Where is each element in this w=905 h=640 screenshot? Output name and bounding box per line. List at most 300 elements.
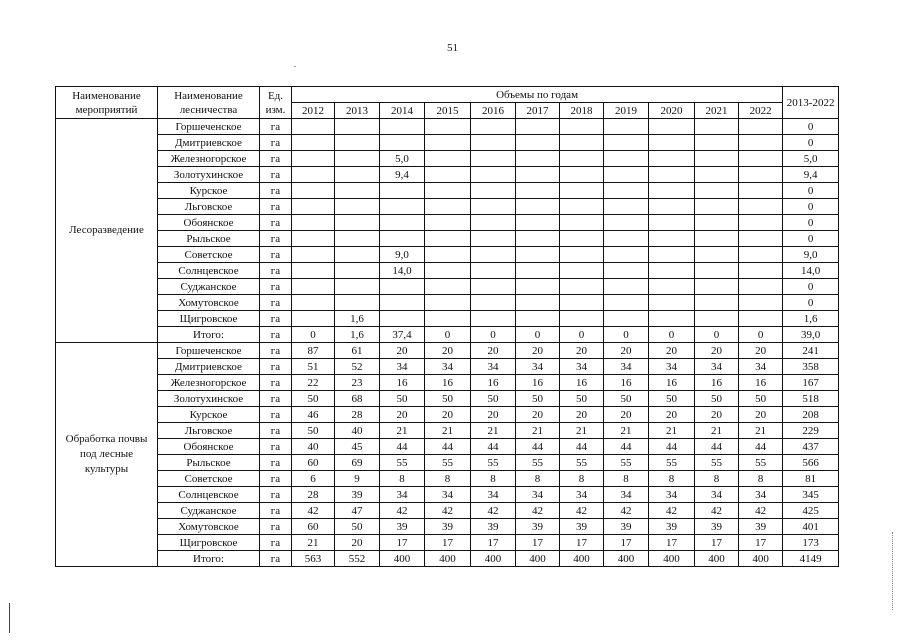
- header-year: 2018: [560, 103, 604, 119]
- year-value-cell: 400: [471, 551, 516, 567]
- forestry-name: Рыльское: [158, 231, 260, 247]
- year-value-cell: 52: [335, 359, 380, 375]
- activity-name: Лесоразведение: [56, 119, 158, 343]
- year-value-cell: [695, 135, 739, 151]
- table-row: [56, 487, 839, 503]
- year-value-cell: [425, 151, 471, 167]
- year-value-cell: 20: [604, 343, 649, 359]
- year-value-cell: 39: [335, 487, 380, 503]
- year-value-cell: 50: [425, 391, 471, 407]
- forestry-name: Советское: [158, 247, 260, 263]
- year-value-cell: 50: [335, 519, 380, 535]
- year-value-cell: 44: [739, 439, 783, 455]
- year-value-cell: [516, 151, 560, 167]
- period-total-cell: 0: [783, 183, 839, 199]
- year-value-cell: [471, 215, 516, 231]
- year-value-cell: 21: [604, 423, 649, 439]
- year-value-cell: 20: [335, 535, 380, 551]
- forestry-name: Суджанское: [158, 279, 260, 295]
- year-value-cell: 20: [649, 407, 695, 423]
- year-value-cell: [560, 215, 604, 231]
- year-value-cell: [560, 199, 604, 215]
- forestry-name: Обоянское: [158, 439, 260, 455]
- table-row: [56, 359, 839, 375]
- year-value-cell: 55: [425, 455, 471, 471]
- year-value-cell: 8: [604, 471, 649, 487]
- year-value-cell: 61: [335, 343, 380, 359]
- table-row: [56, 343, 839, 359]
- year-value-cell: 34: [604, 487, 649, 503]
- year-value-cell: [695, 199, 739, 215]
- year-value-cell: 50: [292, 423, 335, 439]
- period-total-cell: 0: [783, 279, 839, 295]
- year-value-cell: [604, 135, 649, 151]
- year-value-cell: [471, 263, 516, 279]
- year-value-cell: 50: [471, 391, 516, 407]
- period-total-cell: 39,0: [783, 327, 839, 343]
- year-value-cell: [292, 247, 335, 263]
- year-value-cell: [560, 151, 604, 167]
- year-value-cell: [335, 215, 380, 231]
- period-total-cell: 437: [783, 439, 839, 455]
- year-value-cell: [739, 167, 783, 183]
- year-value-cell: [292, 167, 335, 183]
- table-row: [56, 231, 839, 247]
- year-value-cell: [649, 119, 695, 135]
- unit-cell: га: [260, 391, 292, 407]
- year-value-cell: [335, 135, 380, 151]
- year-value-cell: [425, 263, 471, 279]
- period-total-cell: 167: [783, 375, 839, 391]
- year-value-cell: 400: [560, 551, 604, 567]
- year-value-cell: [292, 183, 335, 199]
- year-value-cell: 50: [560, 391, 604, 407]
- period-total-cell: 401: [783, 519, 839, 535]
- year-value-cell: 8: [425, 471, 471, 487]
- year-value-cell: [516, 311, 560, 327]
- year-value-cell: 20: [471, 343, 516, 359]
- year-value-cell: [471, 231, 516, 247]
- year-value-cell: [425, 199, 471, 215]
- year-value-cell: 16: [516, 375, 560, 391]
- year-value-cell: [335, 167, 380, 183]
- header-year: 2017: [516, 103, 560, 119]
- year-value-cell: 0: [560, 327, 604, 343]
- year-value-cell: [471, 279, 516, 295]
- year-value-cell: 34: [560, 487, 604, 503]
- year-value-cell: 34: [471, 487, 516, 503]
- year-value-cell: 39: [695, 519, 739, 535]
- year-value-cell: [380, 135, 425, 151]
- year-value-cell: [380, 279, 425, 295]
- unit-cell: га: [260, 407, 292, 423]
- year-value-cell: 47: [335, 503, 380, 519]
- year-value-cell: 9: [335, 471, 380, 487]
- period-total-cell: 0: [783, 215, 839, 231]
- year-value-cell: [380, 311, 425, 327]
- forestry-name: Горшеченское: [158, 119, 260, 135]
- period-total-cell: 0: [783, 295, 839, 311]
- period-total-cell: 0: [783, 135, 839, 151]
- scan-edge-dots: [892, 532, 894, 610]
- year-value-cell: 16: [425, 375, 471, 391]
- year-value-cell: 1,6: [335, 311, 380, 327]
- unit-cell: га: [260, 119, 292, 135]
- year-value-cell: 16: [471, 375, 516, 391]
- year-value-cell: [335, 231, 380, 247]
- year-value-cell: [471, 199, 516, 215]
- year-value-cell: 55: [604, 455, 649, 471]
- period-total-cell: 0: [783, 199, 839, 215]
- year-value-cell: [425, 183, 471, 199]
- year-value-cell: [560, 295, 604, 311]
- unit-cell: га: [260, 455, 292, 471]
- year-value-cell: 0: [516, 327, 560, 343]
- year-value-cell: 400: [380, 551, 425, 567]
- year-value-cell: [739, 263, 783, 279]
- year-value-cell: [695, 311, 739, 327]
- year-value-cell: 400: [649, 551, 695, 567]
- unit-cell: га: [260, 151, 292, 167]
- year-value-cell: 42: [425, 503, 471, 519]
- header-year: 2019: [604, 103, 649, 119]
- year-value-cell: 34: [604, 359, 649, 375]
- year-value-cell: 34: [380, 359, 425, 375]
- year-value-cell: 69: [335, 455, 380, 471]
- unit-cell: га: [260, 423, 292, 439]
- year-value-cell: [471, 295, 516, 311]
- table-row: [56, 215, 839, 231]
- year-value-cell: [516, 295, 560, 311]
- forestry-name: Солнцевское: [158, 487, 260, 503]
- unit-cell: га: [260, 359, 292, 375]
- year-value-cell: [425, 167, 471, 183]
- forestry-name: Солнцевское: [158, 263, 260, 279]
- year-value-cell: 34: [380, 487, 425, 503]
- year-value-cell: [739, 311, 783, 327]
- header-year: 2016: [471, 103, 516, 119]
- year-value-cell: 20: [695, 407, 739, 423]
- year-value-cell: [604, 263, 649, 279]
- forestry-name: Советское: [158, 471, 260, 487]
- header-year: 2021: [695, 103, 739, 119]
- year-value-cell: [649, 263, 695, 279]
- year-value-cell: 50: [516, 391, 560, 407]
- header-total-period: 2013-2022: [783, 87, 839, 119]
- year-value-cell: [292, 263, 335, 279]
- year-value-cell: 40: [335, 423, 380, 439]
- year-value-cell: [516, 135, 560, 151]
- year-value-cell: [425, 295, 471, 311]
- year-value-cell: 34: [695, 487, 739, 503]
- year-value-cell: 50: [292, 391, 335, 407]
- year-value-cell: [471, 135, 516, 151]
- year-value-cell: [649, 279, 695, 295]
- year-value-cell: [380, 215, 425, 231]
- year-value-cell: 17: [560, 535, 604, 551]
- year-value-cell: 50: [604, 391, 649, 407]
- period-total-cell: 4149: [783, 551, 839, 567]
- year-value-cell: [335, 183, 380, 199]
- header-unit: Ед. изм.: [260, 87, 292, 119]
- period-total-cell: 358: [783, 359, 839, 375]
- forestry-name: Льговское: [158, 423, 260, 439]
- table-row: [56, 519, 839, 535]
- year-value-cell: 39: [649, 519, 695, 535]
- year-value-cell: 42: [380, 503, 425, 519]
- year-value-cell: [292, 135, 335, 151]
- year-value-cell: 20: [695, 343, 739, 359]
- year-value-cell: [335, 151, 380, 167]
- year-value-cell: 0: [425, 327, 471, 343]
- year-value-cell: [425, 311, 471, 327]
- table-row: [56, 119, 839, 135]
- year-value-cell: [649, 295, 695, 311]
- year-value-cell: [739, 199, 783, 215]
- unit-cell: га: [260, 135, 292, 151]
- forestry-name: Дмитриевское: [158, 359, 260, 375]
- forestry-name: Обоянское: [158, 215, 260, 231]
- year-value-cell: 563: [292, 551, 335, 567]
- year-value-cell: [604, 167, 649, 183]
- year-value-cell: 0: [604, 327, 649, 343]
- year-value-cell: 68: [335, 391, 380, 407]
- year-value-cell: 21: [739, 423, 783, 439]
- year-value-cell: [695, 263, 739, 279]
- year-value-cell: [604, 247, 649, 263]
- forestry-name: Курское: [158, 183, 260, 199]
- period-total-cell: 1,6: [783, 311, 839, 327]
- year-value-cell: [739, 119, 783, 135]
- header-forestry: Наименование лесничества: [158, 87, 260, 119]
- header-year: 2022: [739, 103, 783, 119]
- year-value-cell: [739, 135, 783, 151]
- year-value-cell: 400: [739, 551, 783, 567]
- year-value-cell: [335, 295, 380, 311]
- year-value-cell: [560, 135, 604, 151]
- period-total-cell: 9,4: [783, 167, 839, 183]
- year-value-cell: 39: [739, 519, 783, 535]
- year-value-cell: [604, 151, 649, 167]
- year-value-cell: 21: [516, 423, 560, 439]
- year-value-cell: 34: [649, 487, 695, 503]
- period-total-cell: 5,0: [783, 151, 839, 167]
- unit-cell: га: [260, 295, 292, 311]
- period-total-cell: 345: [783, 487, 839, 503]
- unit-cell: га: [260, 199, 292, 215]
- year-value-cell: [560, 263, 604, 279]
- unit-cell: га: [260, 439, 292, 455]
- year-value-cell: [604, 311, 649, 327]
- year-value-cell: 39: [425, 519, 471, 535]
- year-value-cell: [604, 279, 649, 295]
- year-value-cell: [292, 311, 335, 327]
- forestry-name: Железногорское: [158, 151, 260, 167]
- year-value-cell: 44: [695, 439, 739, 455]
- unit-cell: га: [260, 279, 292, 295]
- table-row: [56, 375, 839, 391]
- year-value-cell: 8: [471, 471, 516, 487]
- year-value-cell: [649, 199, 695, 215]
- year-value-cell: 28: [335, 407, 380, 423]
- year-value-cell: 55: [560, 455, 604, 471]
- period-total-cell: 425: [783, 503, 839, 519]
- year-value-cell: [604, 199, 649, 215]
- table-row: [56, 503, 839, 519]
- year-value-cell: [560, 247, 604, 263]
- unit-cell: га: [260, 375, 292, 391]
- year-value-cell: [292, 295, 335, 311]
- year-value-cell: 20: [516, 407, 560, 423]
- year-value-cell: 46: [292, 407, 335, 423]
- forestry-name: Суджанское: [158, 503, 260, 519]
- year-value-cell: 552: [335, 551, 380, 567]
- header-year: 2012: [292, 103, 335, 119]
- year-value-cell: 20: [649, 343, 695, 359]
- year-value-cell: [560, 311, 604, 327]
- unit-cell: га: [260, 519, 292, 535]
- year-value-cell: [739, 279, 783, 295]
- year-value-cell: 34: [649, 359, 695, 375]
- year-value-cell: [335, 119, 380, 135]
- year-value-cell: [695, 151, 739, 167]
- year-value-cell: [471, 311, 516, 327]
- year-value-cell: 22: [292, 375, 335, 391]
- table-row: [56, 247, 839, 263]
- scan-edge-line: [9, 603, 10, 633]
- table-row: [56, 391, 839, 407]
- header-year: 2014: [380, 103, 425, 119]
- year-value-cell: 37,4: [380, 327, 425, 343]
- activity-name: Обработка почвы под лесные культуры: [56, 343, 158, 567]
- year-value-cell: [471, 151, 516, 167]
- year-value-cell: [649, 167, 695, 183]
- year-value-cell: 50: [649, 391, 695, 407]
- year-value-cell: 60: [292, 455, 335, 471]
- year-value-cell: 5,0: [380, 151, 425, 167]
- year-value-cell: 17: [516, 535, 560, 551]
- forestry-name: Дмитриевское: [158, 135, 260, 151]
- year-value-cell: [516, 231, 560, 247]
- year-value-cell: 34: [516, 359, 560, 375]
- year-value-cell: [604, 183, 649, 199]
- year-value-cell: [695, 295, 739, 311]
- header-year: 2013: [335, 103, 380, 119]
- forestry-name: Горшеченское: [158, 343, 260, 359]
- table-row: [56, 167, 839, 183]
- year-value-cell: 44: [604, 439, 649, 455]
- year-value-cell: [425, 215, 471, 231]
- year-value-cell: 42: [292, 503, 335, 519]
- year-value-cell: 34: [739, 359, 783, 375]
- year-value-cell: [380, 199, 425, 215]
- unit-cell: га: [260, 471, 292, 487]
- table-row: [56, 423, 839, 439]
- forestry-name: Щигровское: [158, 535, 260, 551]
- forestry-name: Итого:: [158, 551, 260, 567]
- table-row: [56, 263, 839, 279]
- year-value-cell: [739, 215, 783, 231]
- year-value-cell: 17: [604, 535, 649, 551]
- year-value-cell: 21: [695, 423, 739, 439]
- year-value-cell: [604, 231, 649, 247]
- year-value-cell: [739, 295, 783, 311]
- year-value-cell: 17: [649, 535, 695, 551]
- forestry-name: Рыльское: [158, 455, 260, 471]
- year-value-cell: 55: [471, 455, 516, 471]
- year-value-cell: 34: [471, 359, 516, 375]
- year-value-cell: 8: [516, 471, 560, 487]
- year-value-cell: [292, 279, 335, 295]
- year-value-cell: 50: [739, 391, 783, 407]
- year-value-cell: [560, 119, 604, 135]
- unit-cell: га: [260, 167, 292, 183]
- year-value-cell: [560, 167, 604, 183]
- forestry-name: Железногорское: [158, 375, 260, 391]
- year-value-cell: 8: [739, 471, 783, 487]
- year-value-cell: 42: [516, 503, 560, 519]
- year-value-cell: 42: [649, 503, 695, 519]
- unit-cell: га: [260, 311, 292, 327]
- forestry-name: Итого:: [158, 327, 260, 343]
- forestry-name: Хомутовское: [158, 295, 260, 311]
- table-row: [56, 183, 839, 199]
- year-value-cell: 21: [649, 423, 695, 439]
- year-value-cell: 42: [695, 503, 739, 519]
- header-activity: Наименование мероприятий: [56, 87, 158, 119]
- year-value-cell: [695, 247, 739, 263]
- header-year: 2020: [649, 103, 695, 119]
- year-value-cell: 34: [739, 487, 783, 503]
- year-value-cell: [695, 183, 739, 199]
- year-value-cell: 0: [649, 327, 695, 343]
- year-value-cell: [335, 279, 380, 295]
- year-value-cell: 21: [471, 423, 516, 439]
- total-row: [56, 551, 839, 567]
- year-value-cell: 14,0: [380, 263, 425, 279]
- year-value-cell: [516, 199, 560, 215]
- unit-cell: га: [260, 551, 292, 567]
- table-row: [56, 279, 839, 295]
- year-value-cell: [425, 119, 471, 135]
- period-total-cell: 9,0: [783, 247, 839, 263]
- year-value-cell: 42: [471, 503, 516, 519]
- year-value-cell: 34: [516, 487, 560, 503]
- year-value-cell: [649, 311, 695, 327]
- unit-cell: га: [260, 503, 292, 519]
- unit-cell: га: [260, 215, 292, 231]
- year-value-cell: 21: [380, 423, 425, 439]
- year-value-cell: 39: [604, 519, 649, 535]
- table-row: [56, 199, 839, 215]
- table-row: [56, 151, 839, 167]
- year-value-cell: 0: [471, 327, 516, 343]
- forestry-name: Хомутовское: [158, 519, 260, 535]
- table-row: [56, 471, 839, 487]
- period-total-cell: 14,0: [783, 263, 839, 279]
- year-value-cell: 50: [695, 391, 739, 407]
- year-value-cell: 34: [425, 487, 471, 503]
- table-row: [56, 439, 839, 455]
- year-value-cell: 55: [695, 455, 739, 471]
- year-value-cell: 55: [380, 455, 425, 471]
- year-value-cell: [292, 215, 335, 231]
- year-value-cell: [695, 119, 739, 135]
- year-value-cell: 20: [471, 407, 516, 423]
- year-value-cell: [516, 167, 560, 183]
- year-value-cell: [649, 151, 695, 167]
- table-row: [56, 535, 839, 551]
